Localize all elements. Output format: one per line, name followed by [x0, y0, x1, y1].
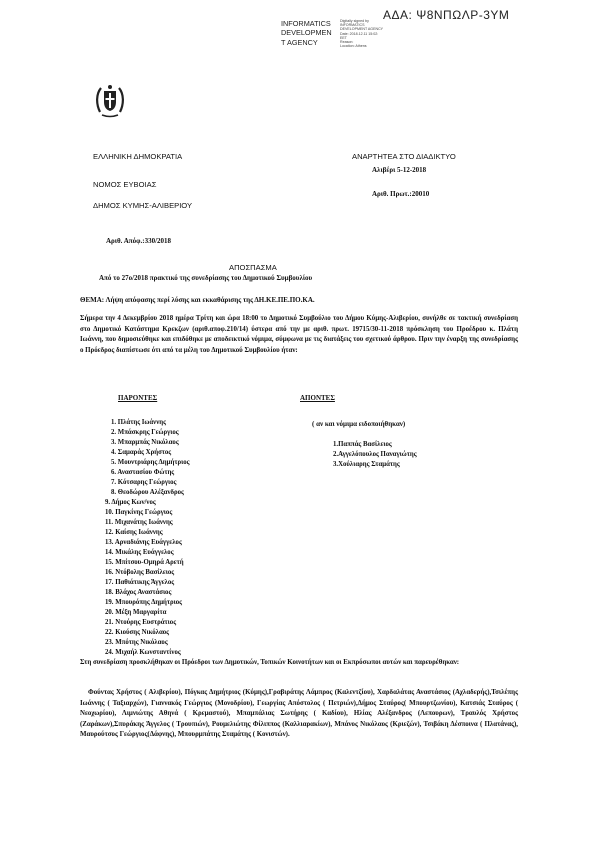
present-member: 16. Ντόβολης Βασίλειος	[105, 569, 175, 576]
stamp-detail: Reason:	[340, 40, 354, 45]
present-member: 14. Μικάλης Ευάγγελος	[105, 549, 174, 556]
absent-member: 2.Αγγελόπουλος Παναγιώτης	[333, 451, 417, 458]
present-member: 10. Παγκίνης Γεώργιος	[105, 509, 173, 516]
stamp-detail: Location: Athens	[340, 44, 367, 49]
present-member: 1. Πλάτης Ιωάννης	[111, 419, 166, 426]
attendees-paragraph: Φούντας Χρήστος ( Αλιβερίου), Πόγκας Δημήτριος (Κύμης),Γραβιράτης Λάμπρος (Καλεντζίου), Χαρδαλάτας Αναστάσιος (Αχλαδερής),Τσιλέπης Ιωάννης ( Ταξιαρχών), Γιαννακός Γεώργιος (Μονοδρίου), Γεωργίας Απόστολος ( Πετριών),Δήμος Σταύρος( Μπουρτζωνίου), Κατσιάς Σταύρος ( Νεοχωρίου), Λιμνιώτης Αθηνά ( Κρεμαστού), Μπαμπάλιας Σωτήρης ( Καδίου), Ηλίας Αλέξανδρος (Λεπουρων), Τραυλός Χρήστος (Ζαράκων),Σπυράκης Άγγελος ( Τρουπιών), Ρουμελιώτης Φίλιππος (Καλλιαρακίων), Μπάνος Νικόλαος (Κριεζών), Τσιβάκη Δέσποινα ( Πλατάνας), Μαυρούτσος Γεώργιος(Δάφνης), Μπουρμπάτης Σταμάτης ( Κονιστών).	[80, 689, 518, 738]
present-member: 9. Δήμος Κων/νος	[105, 499, 156, 506]
absent-members-list	[333, 440, 417, 470]
session-note: Στη συνεδρίαση προσκλήθηκαν οι Πρόεδροι των Δημοτικών, Τοπικών Κοινοτήτων και οι Εκπρόσωποι αυτών και παρευρέθηκαν:	[80, 659, 460, 666]
present-member: 20. Μέξη Μαργαρίτα	[105, 609, 167, 616]
present-member: 21. Ντούρης Ευστράτιος	[105, 619, 177, 626]
protocol-number: Αριθ. Πρωτ.:20010	[372, 190, 430, 198]
stamp-detail: DEVELOPMENT AGENCY	[340, 27, 384, 32]
stamp-detail: INFORMATICS	[340, 23, 365, 28]
stamp-line-3: T AGENCY	[281, 37, 318, 47]
stamp-line-2: DEVELOPMEN	[281, 28, 332, 38]
absent-note: ( αν και νόμιμα ειδοποιήθηκαν)	[312, 420, 406, 428]
present-member: 18. Βλάχος Αναστάσιος	[105, 589, 172, 596]
signature-stamp-title	[281, 19, 332, 47]
present-member: 5. Μουντριάρης Δημήτριος	[111, 459, 190, 466]
posting-notice: ΑΝΑΡΤΗΤΕΑ ΣΤΟ ΔΙΑΔΙΚΤΥΟ	[352, 152, 456, 161]
present-member: 12. Καίσης Ιωάννης	[105, 529, 163, 536]
present-member: 19. Μπουρόπης Δημήτριος	[105, 599, 183, 606]
absent-member: 1.Παππάς Βασίλειος	[333, 441, 392, 448]
absent-header: ΑΠΟΝΤΕΣ	[300, 394, 335, 402]
present-member: 15. Μπίτσου-Ομηρά Αρετή	[105, 559, 184, 566]
decision-number: Αριθ. Απόφ.:330/2018	[106, 237, 172, 245]
present-member: 3. Μπαρμπάς Νικόλαος	[111, 439, 179, 446]
present-member: 8. Θεοδώρου Αλέξανδρος	[111, 489, 184, 496]
ada-code: ΑΔΑ: Ψ8ΝΠΩΛΡ-3ΥΜ	[383, 8, 510, 22]
subject-line: ΘΕΜΑ: Λήψη απόφασης περί λύσης και εκκαθάρισης της ΔΗ.ΚΕ.ΠΕ.ΠΟ.ΚΑ.	[80, 296, 315, 304]
present-member: 24. Μιχαήλ Κωνσταντίνος	[105, 649, 181, 656]
present-member: 13. Αρναδιάνης Ευάγγελος	[105, 539, 182, 546]
stamp-detail: Date: 2018.12.11 15:02:	[340, 31, 379, 36]
document-title: ΑΠΟΣΠΑΣΜΑ	[229, 263, 277, 272]
stamp-detail: EET	[340, 35, 347, 40]
present-member: 22. Κιούσης Νικόλαος	[105, 629, 170, 636]
org-prefecture: ΝΟΜΟΣ ΕΥΒΟΙΑΣ	[93, 180, 157, 189]
present-member: 7. Κότσαρης Γεώργιος	[111, 479, 177, 486]
document-subtitle: Από το 27ο/2018 πρακτικό της συνεδρίασης του Δημοτικού Συμβουλίου	[99, 274, 313, 282]
greek-coat-of-arms-icon	[96, 82, 124, 118]
present-members-list	[105, 418, 190, 658]
present-member: 17. Παθιάτικης Άγγελος	[105, 579, 175, 586]
intro-paragraph: Σήμερα την 4 Δεκεμβρίου 2018 ημέρα Τρίτη και ώρα 18:00 το Δημοτικό Συμβούλιο του Δήμου Κύμης-Αλιβερίου, συνήλθε σε τακτική συνεδρίαση στο Δημοτικό Κατάστημα Κρεκζων (αριθ.αποφ.210/14) ύστερα από την με αριθ. πρωτ. 19715/30-11-2018 πρόσκληση του Προέδρου κ. Πλάτη Ιωάννη, που δημοσιεύθηκε και επιδόθηκε με αποδεικτικό νόμιμα, σύμφωνα με τις διατάξεις του σχετικού άρθρου. Πριν την έναρξη της συνεδρίασης ο Πρόεδρος διαπίστωσε ότι από τα μέλη του Δημοτικού Συμβουλίου ήταν:	[80, 315, 518, 354]
place-date: Αλιβέρι 5-12-2018	[372, 166, 427, 174]
present-member: 4. Σαμαράς Χρήστος	[111, 449, 172, 456]
org-republic: ΕΛΛΗΝΙΚΗ ΔΗΜΟΚΡΑΤΙΑ	[93, 152, 183, 161]
org-municipality: ΔΗΜΟΣ ΚΥΜΗΣ-ΑΛΙΒΕΡΙΟΥ	[93, 201, 193, 210]
present-member: 6. Αναστασίου Φώτης	[111, 469, 175, 476]
present-header: ΠΑΡΟΝΤΕΣ	[118, 394, 158, 402]
present-member: 2. Μπάσκρης Γεώργιος	[111, 429, 179, 436]
signature-stamp-details	[340, 19, 383, 48]
absent-member: 3.Χούλιαρης Σταμάτης	[333, 461, 400, 468]
stamp-detail: Digitally signed by	[340, 19, 369, 23]
stamp-line-1: INFORMATICS	[281, 19, 331, 28]
present-member: 23. Μπότης Νικόλαος	[105, 639, 168, 646]
present-member: 11. Μιχανάτης Ιωάννης	[105, 519, 173, 526]
